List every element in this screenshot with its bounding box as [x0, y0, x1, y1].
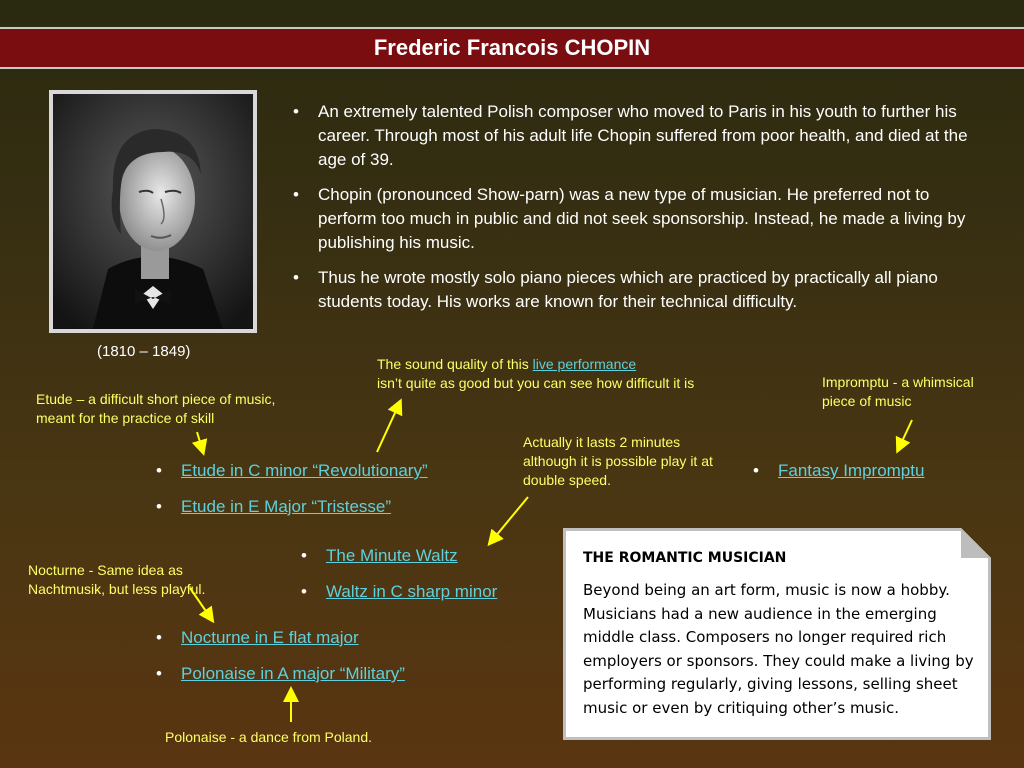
intro-bullet: • An extremely talented Polish composer who moved to Paris in his youth to further his career. Through most of his adult life Chopin suffered from poor health, and died at the age of 39. [290, 100, 970, 172]
impromptu-note: Impromptu - a whimsical piece of music [822, 374, 974, 409]
nocturne-link[interactable]: Nocturne in E flat major [181, 628, 359, 647]
slide-title: Frederic Francois CHOPIN [0, 27, 1024, 69]
arrow-live [377, 402, 400, 452]
card-title: THE ROMANTIC MUSICIAN [583, 550, 787, 566]
arrow-impromptu [898, 420, 912, 450]
etude-note: Etude – a difficult short piece of music, meant for the practice of skill [36, 391, 276, 426]
live-note-prefix: The sound quality of this [377, 356, 529, 372]
polonaise-link[interactable]: Polonaise in A major “Military” [181, 664, 405, 683]
etude-e-major-link[interactable]: Etude in E Major “Tristesse” [181, 497, 392, 516]
polonaise-note: Polonaise - a dance from Poland. [165, 729, 373, 745]
card-body: Beyond being an art form, music is now a hobby. Musicians had a new audience in the emerging middle class. Composers no longer required rich employers or sponsors. They could make a living by performing regularly, giving lessons, selling sheet music or even by critiquing other’s music. [583, 581, 974, 717]
minute-waltz-note: Actually it lasts 2 minutes although it is possible play it at double speed. [523, 434, 713, 488]
nocturne-note: Nocturne - Same idea as Nachtmusik, but less playful. [28, 562, 206, 597]
arrow-minute-waltz [490, 497, 528, 543]
etude-c-minor-link[interactable]: Etude in C minor “Revolutionary” [181, 461, 428, 480]
card-folded-corner [961, 528, 991, 558]
arrow-nocturne [190, 588, 212, 620]
live-performance-link[interactable]: live performance [532, 356, 637, 372]
portrait-caption: (1810 – 1849) [97, 343, 191, 360]
live-note-suffix: isn’t quite as good but you can see how difficult it is [377, 375, 695, 391]
intro-bullet: • Thus he wrote mostly solo piano pieces which are practiced by practically all piano students today. His works are known for their technical difficulty. [290, 266, 970, 314]
waltz-c-sharp-minor-link[interactable]: Waltz in C sharp minor [326, 582, 498, 601]
fantasy-impromptu-link[interactable]: Fantasy Impromptu [778, 461, 925, 480]
intro-bullet: • Chopin (pronounced Show-parn) was a new type of musician. He preferred not to perform too much in public and did not seek sponsorship. Instead, he made a living by publishing his music. [290, 183, 970, 255]
arrow-etude [197, 432, 203, 452]
minute-waltz-link[interactable]: The Minute Waltz [326, 546, 458, 565]
